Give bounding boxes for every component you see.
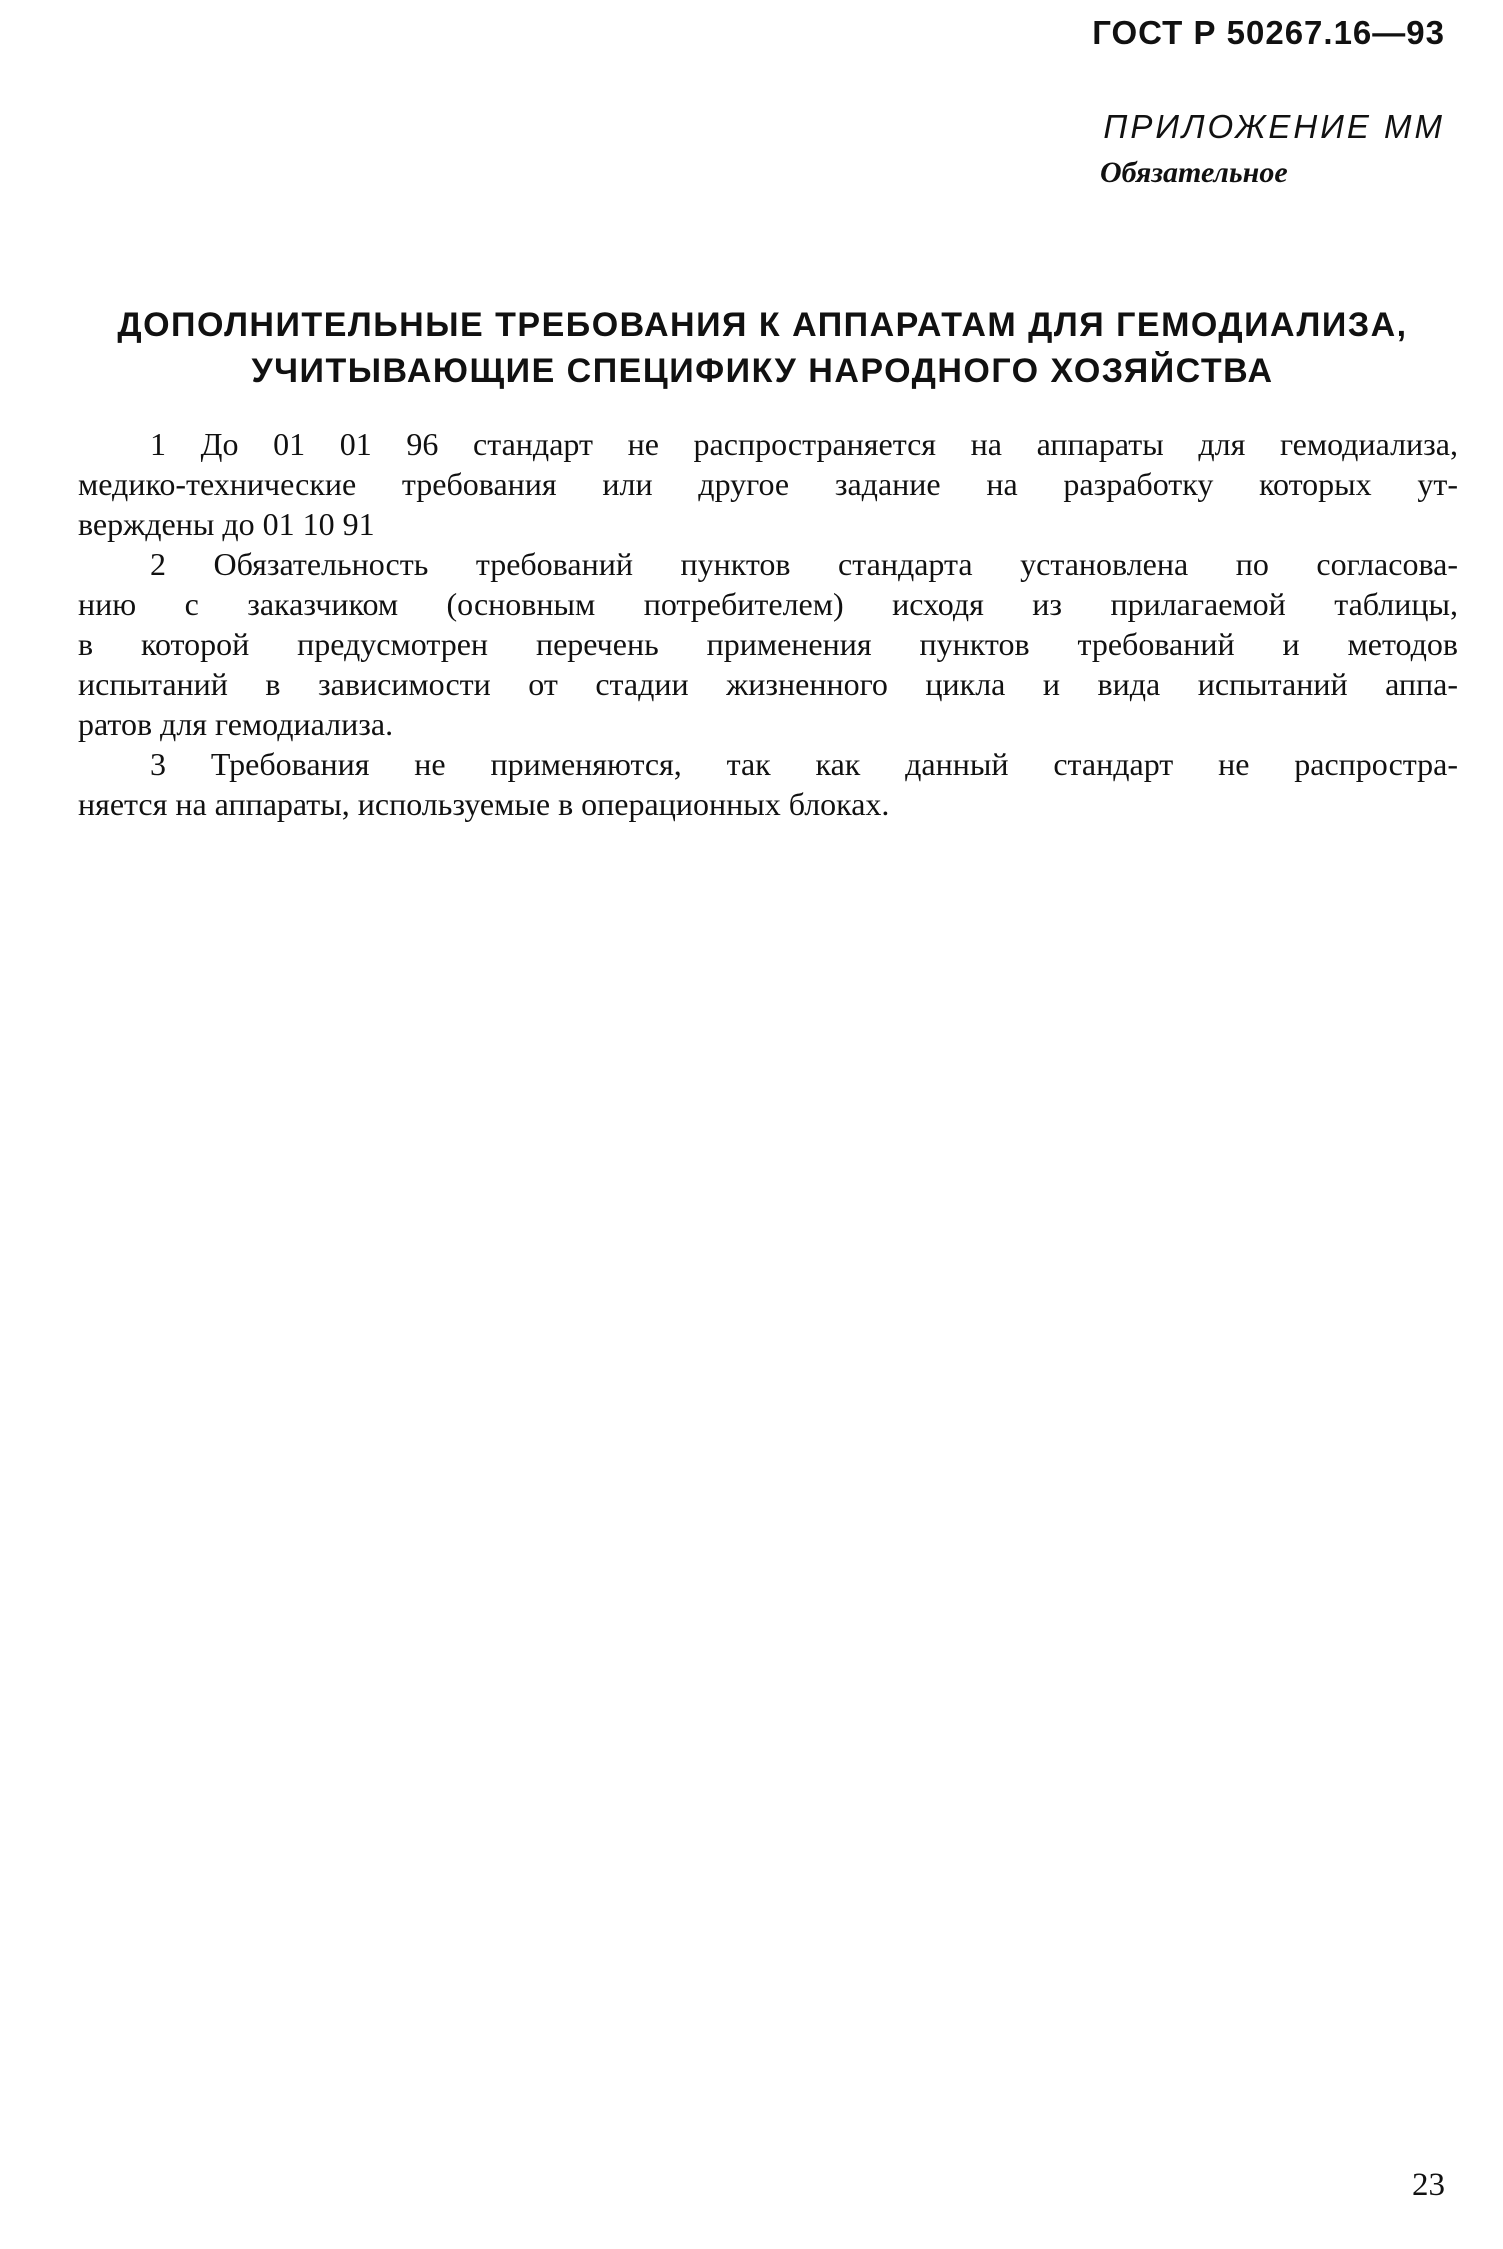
paragraph-3	[78, 744, 1458, 824]
body-text	[78, 424, 1458, 824]
text-line: испытаний в зависимости от стадии жизненного цикла и вида испытаний аппа-	[78, 666, 1458, 702]
paragraph-2	[78, 544, 1458, 744]
heading-line: УЧИТЫВАЮЩИЕ СПЕЦИФИКУ НАРОДНОГО ХОЗЯЙСТВА	[251, 352, 1274, 390]
heading-line: ДОПОЛНИТЕЛЬНЫЕ ТРЕБОВАНИЯ К АППАРАТАМ ДЛЯ ГЕМОДИАЛИЗА,	[117, 306, 1408, 344]
text-line: няется на аппараты, используемые в операционных блоках.	[78, 786, 890, 822]
text-line: 1 До 01 01 96 стандарт не распространяется на аппараты для гемодиализа,	[150, 426, 1458, 462]
text-line: медико-технические требования или другое задание на разработку которых ут-	[78, 466, 1458, 502]
paragraph-1	[78, 424, 1458, 544]
text-line: 3 Требования не применяются, так как данный стандарт не распростра-	[150, 746, 1458, 782]
document-code: ГОСТ Р 50267.16—93	[1092, 14, 1445, 51]
text-line: 2 Обязательность требований пунктов стандарта установлена по согласова-	[150, 546, 1458, 582]
appendix-status: Обязательное	[1100, 156, 1288, 189]
text-line: в которой предусмотрен перечень применения пунктов требований и методов	[78, 626, 1458, 662]
appendix-title: ПРИЛОЖЕНИЕ ММ	[1103, 108, 1445, 145]
text-line: ратов для гемодиализа.	[78, 706, 394, 742]
text-line: нию с заказчиком (основным потребителем) исходя из прилагаемой таблицы,	[78, 586, 1458, 622]
text-line: верждены до 01 10 91	[78, 506, 375, 542]
page-number: 23	[1412, 2167, 1445, 2203]
section-heading	[70, 302, 1455, 394]
